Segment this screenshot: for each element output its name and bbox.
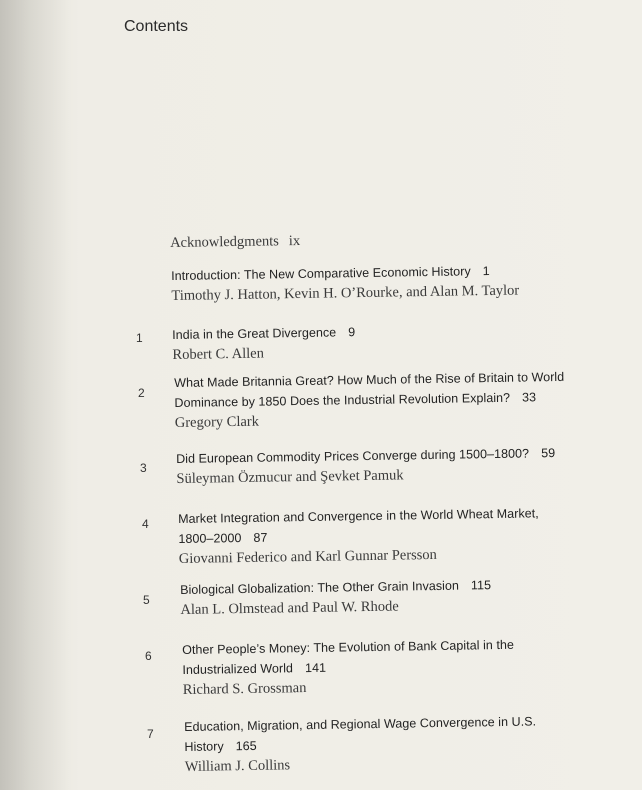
chapter-title-line (172, 322, 355, 345)
page-gutter-shadow (0, 0, 70, 790)
chapter-authors: Giovanni Federico and Karl Gunnar Persson (178, 546, 438, 567)
chapter-entry-4 (178, 503, 540, 569)
chapter-authors: Robert C. Allen (172, 345, 265, 363)
chapter-title: Industrialized World (182, 661, 294, 677)
introduction-title: Introduction: The New Comparative Economic History (171, 264, 471, 283)
chapter-page: 9 (348, 325, 356, 340)
chapter-title: Dominance by 1850 Does the Industrial Revolution Explain? (174, 390, 511, 410)
chapter-number: 6 (145, 649, 152, 663)
introduction-authors: Timothy J. Hatton, Kevin H. O’Rourke, and Alan M. Taylor (171, 282, 520, 304)
chapter-entry-7 (184, 711, 537, 777)
chapter-number: 2 (138, 386, 145, 400)
chapter-authors: Alan L. Olmstead and Paul W. Rhode (180, 598, 399, 618)
chapter-page: 59 (541, 446, 556, 461)
acknowledgments-label: Acknowledgments (170, 233, 279, 251)
chapter-page: 115 (470, 578, 492, 593)
chapter-number: 7 (147, 727, 154, 741)
introduction-entry (171, 261, 519, 306)
chapter-title: 1800–2000 (178, 531, 242, 546)
chapter-page: 141 (304, 660, 327, 676)
chapter-title: What Made Britannia Great? How Much of the Rise of Britain to World (174, 369, 565, 390)
chapter-authors: Süleyman Özmucur and Şevket Pamuk (176, 467, 404, 487)
chapter-number: 1 (136, 331, 143, 345)
chapter-title: Other People’s Money: The Evolution of Bank Capital in the (182, 637, 515, 657)
chapter-entry-1 (172, 322, 356, 365)
chapter-entry-5 (180, 575, 491, 620)
chapter-title: History (184, 739, 224, 754)
chapter-title: India in the Great Divergence (172, 325, 337, 342)
chapter-title: Biological Globalization: The Other Grain Invasion (180, 578, 460, 597)
introduction-page: 1 (482, 263, 490, 279)
chapter-number: 4 (142, 517, 149, 531)
chapter-entry-6 (182, 635, 515, 700)
chapter-number: 5 (143, 593, 150, 607)
chapter-title: Did European Commodity Prices Converge during 1500–1800? (176, 446, 530, 466)
acknowledgments-entry (170, 232, 300, 252)
chapter-authors: William J. Collins (184, 757, 291, 775)
chapter-page: 87 (253, 530, 268, 545)
chapter-page: 165 (235, 738, 257, 754)
chapter-title: Education, Migration, and Regional Wage Convergence in U.S. (184, 714, 537, 734)
chapter-entry-3 (176, 443, 556, 489)
chapter-entry-2 (174, 367, 565, 433)
contents-heading: Contents (124, 18, 189, 35)
chapter-authors: Gregory Clark (174, 413, 260, 431)
chapter-page: 33 (522, 390, 537, 405)
acknowledgments-page: ix (288, 232, 301, 250)
chapter-authors: Richard S. Grossman (182, 680, 307, 698)
chapter-number: 3 (140, 461, 147, 475)
chapter-title: Market Integration and Convergence in the World Wheat Market, (178, 506, 539, 526)
